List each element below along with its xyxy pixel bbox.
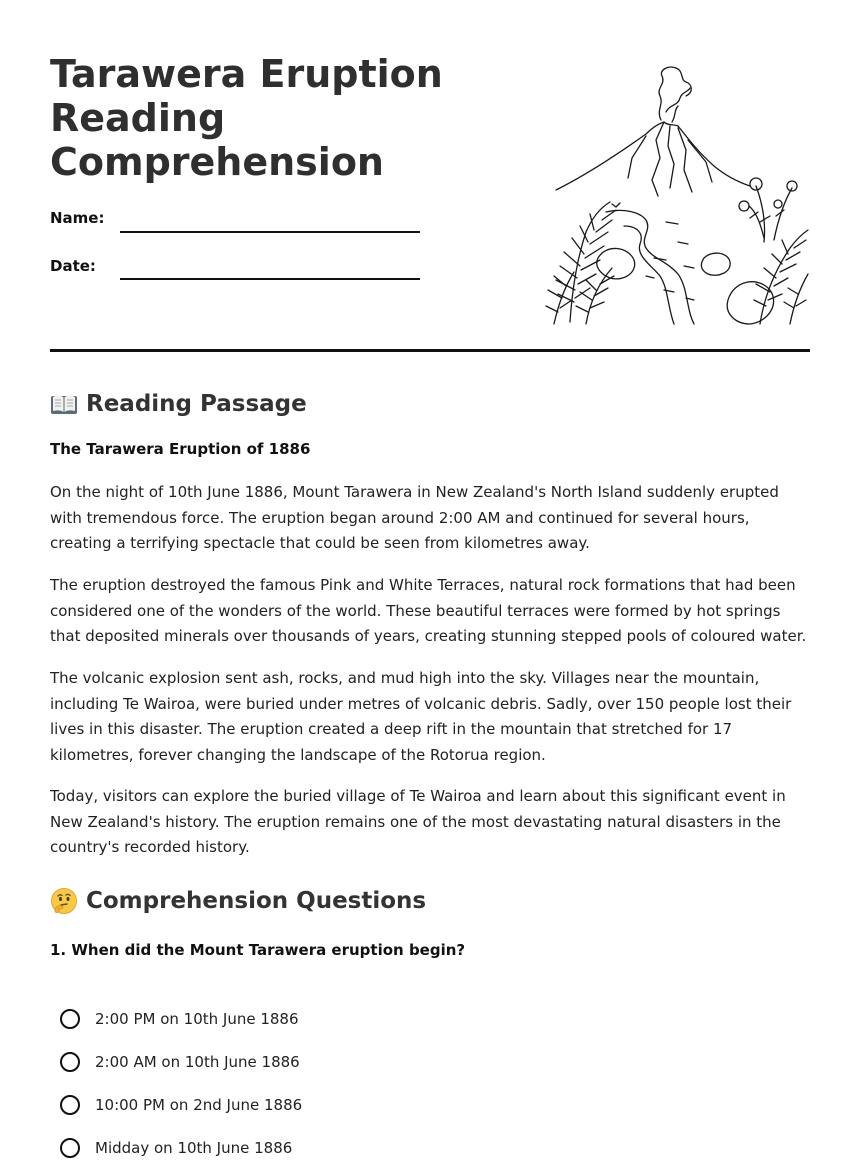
question-1-option-c[interactable] [60, 1092, 302, 1118]
radio-button[interactable] [60, 1095, 80, 1115]
radio-button[interactable] [60, 1138, 80, 1158]
reading-passage-heading-label: Reading Passage [86, 391, 307, 417]
radio-button[interactable] [60, 1052, 80, 1072]
name-field[interactable] [120, 231, 420, 233]
question-1-text: 1. When did the Mount Tarawera eruption begin? [50, 941, 466, 959]
passage-paragraph: On the night of 10th June 1886, Mount Tarawera in New Zealand's North Island suddenly erupted with tremendous force. The eruption began around 2:00 AM and continued for several hours, creating a terrifying spectacle that could be seen from kilometres away. [50, 483, 779, 553]
passage-paragraph: Today, visitors can explore the buried village of Te Wairoa and learn about this significant event in New Zealand's history. The eruption remains one of the most devastating natural disasters in the country's recorded history. [50, 787, 786, 857]
question-1-option-a[interactable] [60, 1006, 299, 1032]
date-field[interactable] [120, 278, 420, 280]
thinking-face-icon [50, 887, 78, 915]
option-label: 10:00 PM on 2nd June 1886 [95, 1096, 303, 1114]
question-1-option-d[interactable] [60, 1135, 292, 1161]
open-book-icon [50, 390, 78, 418]
passage-paragraph: The volcanic explosion sent ash, rocks, and mud high into the sky. Villages near the mountain, including Te Wairoa, were buried under metres of volcanic debris. Sadly, over 150 people lost their lives in this disaster. The eruption created a deep rift in the mountain that stretched for 17 kilometres, forever changing the landscape of the Rotorua region. [50, 669, 792, 764]
comprehension-questions-heading-label: Comprehension Questions [86, 888, 427, 914]
reading-passage-heading [50, 390, 307, 418]
option-label: 2:00 PM on 10th June 1886 [95, 1010, 299, 1028]
option-label: 2:00 AM on 10th June 1886 [95, 1053, 300, 1071]
header-divider [50, 349, 810, 352]
volcano-landscape-illustration [528, 62, 810, 327]
worksheet-title: Tarawera Eruption Reading Comprehension [50, 52, 443, 184]
passage-paragraph: The eruption destroyed the famous Pink and White Terraces, natural rock formations that had been considered one of the wonders of the world. These beautiful terraces were formed by hot springs that deposited minerals over thousands of years, creating stunning stepped pools of coloured water. [50, 576, 807, 646]
date-label: Date: [50, 257, 96, 275]
radio-button[interactable] [60, 1009, 80, 1029]
question-1-option-b[interactable] [60, 1049, 300, 1075]
option-label: Midday on 10th June 1886 [95, 1139, 293, 1157]
comprehension-questions-heading [50, 887, 426, 915]
worksheet-page [50, 0, 810, 1161]
passage-title: The Tarawera Eruption of 1886 [50, 440, 311, 458]
worksheet-header [50, 0, 810, 352]
name-label: Name: [50, 209, 105, 227]
